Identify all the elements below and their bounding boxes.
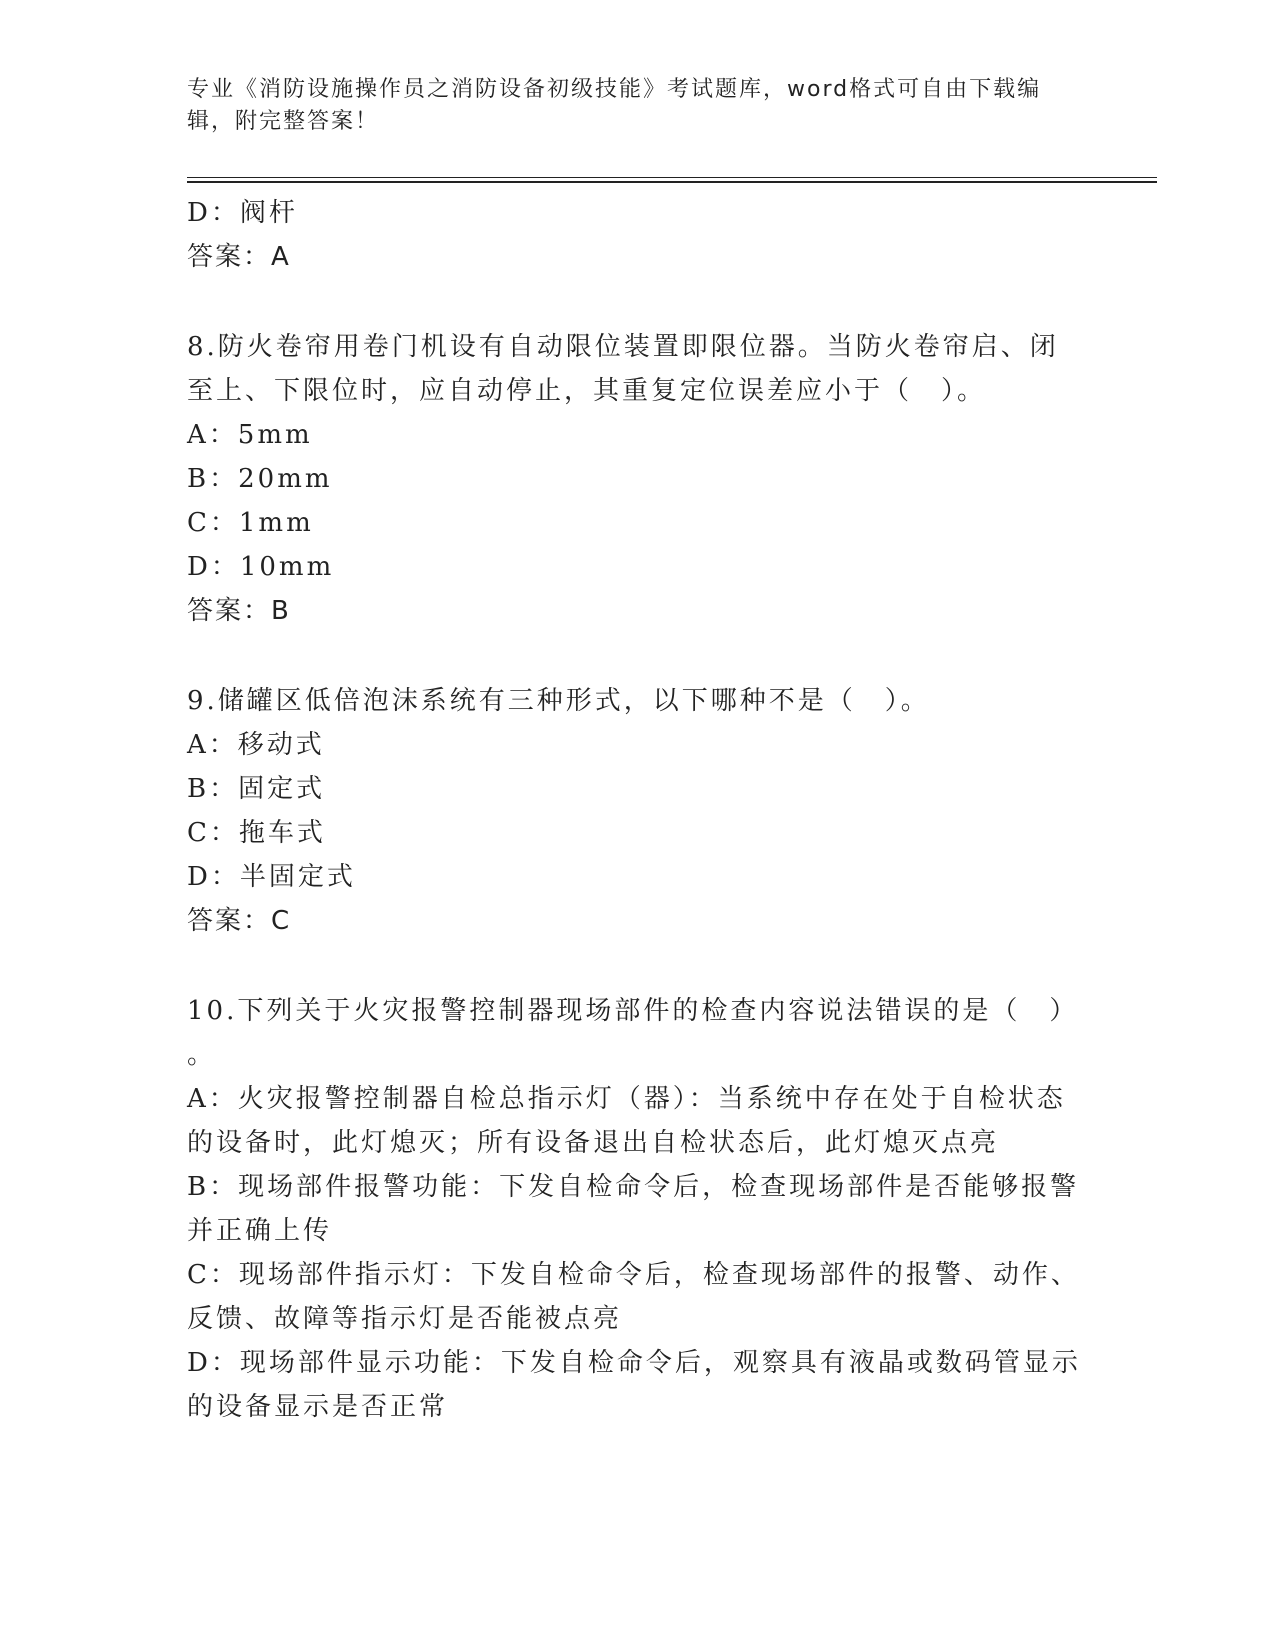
q9-option-d: D：半固定式	[187, 862, 356, 892]
q9-option-b: B：固定式	[187, 774, 326, 804]
q10-option-d-line-1: D：现场部件显示功能：下发自检命令后，观察具有液晶或数码管显示	[187, 1348, 1081, 1378]
q9-answer: 答案：C	[187, 906, 292, 936]
q8-stem-line-1: 8.防火卷帘用卷门机设有自动限位装置即限位器。当防火卷帘启、闭	[187, 332, 1059, 362]
q10-option-b-line-1: B：现场部件报警功能：下发自检命令后，检查现场部件是否能够报警	[187, 1172, 1080, 1202]
q10-stem-line-1: 10.下列关于火灾报警控制器现场部件的检查内容说法错误的是（ ）	[187, 996, 1079, 1026]
q9-option-c: C：拖车式	[187, 818, 326, 848]
q10-option-d-line-2: 的设备显示是否正常	[187, 1392, 449, 1422]
q9-option-a: A：移动式	[187, 730, 325, 760]
header-line-1: 专业《消防设施操作员之消防设备初级技能》考试题库，word格式可自由下载编	[187, 77, 1042, 102]
q8-option-b: B：20mm	[187, 464, 333, 494]
q10-option-c-line-2: 反馈、故障等指示灯是否能被点亮	[187, 1304, 623, 1334]
q10-option-c-line-1: C：现场部件指示灯：下发自检命令后，检查现场部件的报警、动作、	[187, 1260, 1080, 1290]
prev-option-d: D：阀杆	[187, 198, 298, 228]
document-header	[187, 74, 1067, 138]
q10-option-a-line-1: A：火灾报警控制器自检总指示灯（器）：当系统中存在处于自检状态	[187, 1084, 1066, 1114]
q8-option-c: C：1mm	[187, 508, 314, 538]
q10-option-b-line-2: 并正确上传	[187, 1216, 333, 1246]
q8-option-d: D：10mm	[187, 552, 335, 582]
header-rule-thick	[187, 181, 1157, 183]
q8-option-a: A：5mm	[187, 420, 313, 450]
q8-answer: 答案：B	[187, 596, 291, 626]
q10-option-a-line-2: 的设备时，此灯熄灭；所有设备退出自检状态后，此灯熄灭点亮	[187, 1128, 1000, 1158]
q10-stem-line-2: 。	[187, 1040, 217, 1070]
header-rule-thin	[187, 177, 1157, 178]
q8-stem-line-2: 至上、下限位时，应自动停止，其重复定位误差应小于（ ）。	[187, 376, 987, 406]
prev-answer: 答案：A	[187, 242, 291, 272]
header-line-2: 辑，附完整答案！	[187, 109, 380, 134]
q9-stem: 9.储罐区低倍泡沫系统有三种形式，以下哪种不是（ ）。	[187, 686, 930, 716]
